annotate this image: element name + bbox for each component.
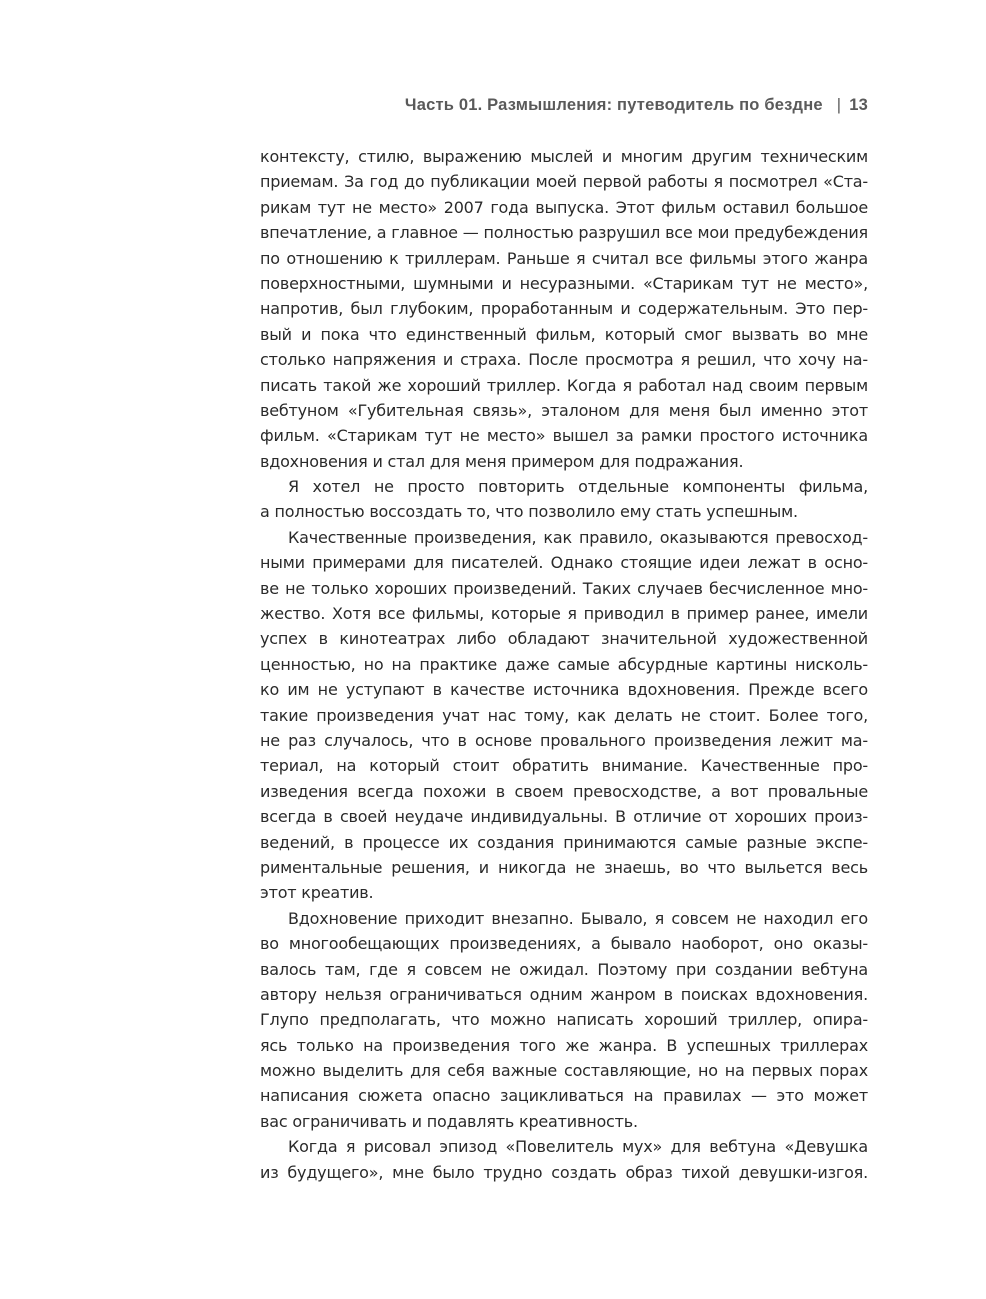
text-line: териал, на который стоит обратить внимание. Качественные про- [260,756,868,776]
header-separator: | [836,96,842,114]
text-line: впечатление, а главное — полностью разрушил все мои предубеждения [260,223,868,243]
page-number: 13 [849,96,868,114]
paragraph [260,144,868,474]
paragraph [260,474,868,525]
text-line: Когда я рисовал эпизод «Повелитель мух» для вебтуна «Девушка [288,1137,868,1157]
text-line: написания сюжета опасно зацикливаться на правилах — это может [260,1086,868,1106]
running-head [405,96,868,115]
text-line: всегда в своей неудаче индивидуальны. В отличие от хороших произ- [260,807,868,827]
text-line: вдохновения и стал для меня примером для подражания. [260,451,744,471]
text-line: ведений, в процессе их создания принимаются самые разные экспе- [260,832,868,852]
text-line: риментальные решения, и никогда не знаешь, во что выльется весь [260,857,868,877]
paragraph [260,1134,868,1185]
text-line: валось там, где я совсем не ожидал. Поэтому при создании вебтуна [260,959,868,979]
text-line: Глупо предполагать, что можно написать хороший триллер, опира- [260,1010,868,1030]
text-line: напротив, был глубоким, проработанным и содержательным. Это пер- [260,299,868,319]
text-line: во многообещающих произведениях, а бывало наоборот, оно оказы- [260,934,868,954]
text-line: ными примерами для писателей. Однако стоящие идеи лежат в осно- [260,553,868,573]
text-line: ко им не уступают в качестве источника вдохновения. Прежде всего [260,680,868,700]
text-line: Качественные произведения, как правило, оказываются превосход- [288,527,868,547]
text-line: автору нельзя ограничиваться одним жанром в поисках вдохновения. [260,984,868,1004]
text-line: поверхностными, шумными и несуразными. «Старикам тут не место», [260,273,868,293]
text-line: изведения всегда похожи в своем превосходстве, а вот провальные [260,781,868,801]
text-line: Вдохновение приходит внезапно. Бывало, я совсем не находил его [288,908,868,928]
text-line: по отношению к триллерам. Раньше я считал все фильмы этого жанра [260,248,868,268]
text-line: вебтуном «Губительная связь», эталоном для меня был именно этот [260,400,868,420]
text-line: ве не только хороших произведений. Таких случаев бесчисленное мно- [260,578,868,598]
text-line: такие произведения учат нас тому, как делать не стоит. Более того, [260,705,868,725]
paragraph [260,525,868,906]
paragraph [260,906,868,1135]
text-line: ясь только на произведения того же жанра. В успешных триллерах [260,1035,868,1055]
text-line: фильм. «Старикам тут не место» вышел за рамки простого источника [260,426,868,446]
text-line: можно выделить для себя важные составляющие, но на первых порах [260,1061,868,1081]
text-line: не раз случалось, что в основе провального произведения лежит ма- [260,730,868,750]
text-line: контексту, стилю, выражению мыслей и многим другим техническим [260,147,868,166]
text-line: ценностью, но на практике даже самые абсурдные картины нисколь- [260,654,868,674]
text-line: этот креатив. [260,883,374,903]
text-line: из будущего», мне было трудно создать образ тихой девушки-изгоя. [260,1162,868,1182]
chapter-title: Часть 01. Размышления: путеводитель по бездне [404,96,823,114]
text-line: а полностью воссоздать то, что позволило ему стать успешным. [260,502,798,522]
body-text [260,144,868,1185]
text-line: вый и пока что единственный фильм, который смог вызвать во мне [260,324,868,344]
text-line: успех в кинотеатрах либо обладают значительной художественной [260,629,868,649]
text-line: рикам тут не место» 2007 года выпуска. Этот фильм оставил большое [260,197,868,217]
text-line: столько напряжения и страха. После просмотра я решил, что хочу на- [260,350,868,370]
text-line: вас ограничивать и подавлять креативность. [260,1111,638,1131]
text-line: Я хотел не просто повторить отдельные компоненты фильма, [288,477,868,497]
text-line: жество. Хотя все фильмы, которые я приводил в пример ранее, имели [260,604,868,624]
text-line: писать такой же хороший триллер. Когда я работал над своим первым [260,375,868,395]
text-line: приемам. За год до публикации моей первой работы я посмотрел «Ста- [260,172,868,192]
